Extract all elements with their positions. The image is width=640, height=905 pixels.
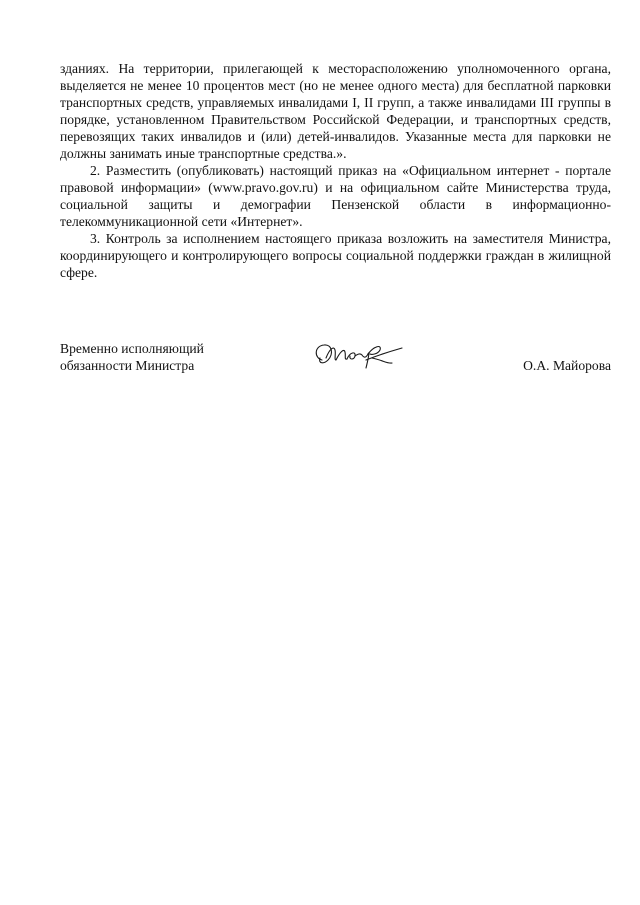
- paragraph-continuation: зданиях. На территории, прилегающей к месторасположению уполномоченного органа, выделяется не менее 10 процентов мест (но не менее одного места) для бесплатной парковки транспортных средств, управляемых инвалидами I, II групп, а также инвалидами III группы в порядке, установленном Правительством Российской Федерации, и транспортных средств, перевозящих таких инвалидов и (или) детей-инвалидов. Указанные места для парковки не должны занимать иные транспортные средства.».: [60, 61, 611, 161]
- signature-block: [60, 340, 611, 380]
- signer-name: О.А. Майорова: [523, 358, 611, 373]
- signer-position-line2: обязанности Министра: [60, 358, 195, 373]
- paragraph-item-2: 2. Разместить (опубликовать) настоящий приказ на «Официальном интернет - портале правовой информации» (www.pravo.gov.ru) и на официальном сайте Министерства труда, социальной защиты и демографии Пензенской области в информационно-телекоммуникационной сети «Интернет».: [60, 163, 611, 229]
- signer-position-line1: Временно исполняющий: [60, 341, 204, 356]
- document-body: [60, 60, 611, 281]
- handwritten-signature: [308, 338, 404, 372]
- paragraph-item-3: 3. Контроль за исполнением настоящего приказа возложить на заместителя Министра, координирующего и контролирующего вопросы социальной поддержки граждан в жилищной сфере.: [60, 231, 611, 280]
- signer-position: [60, 340, 204, 374]
